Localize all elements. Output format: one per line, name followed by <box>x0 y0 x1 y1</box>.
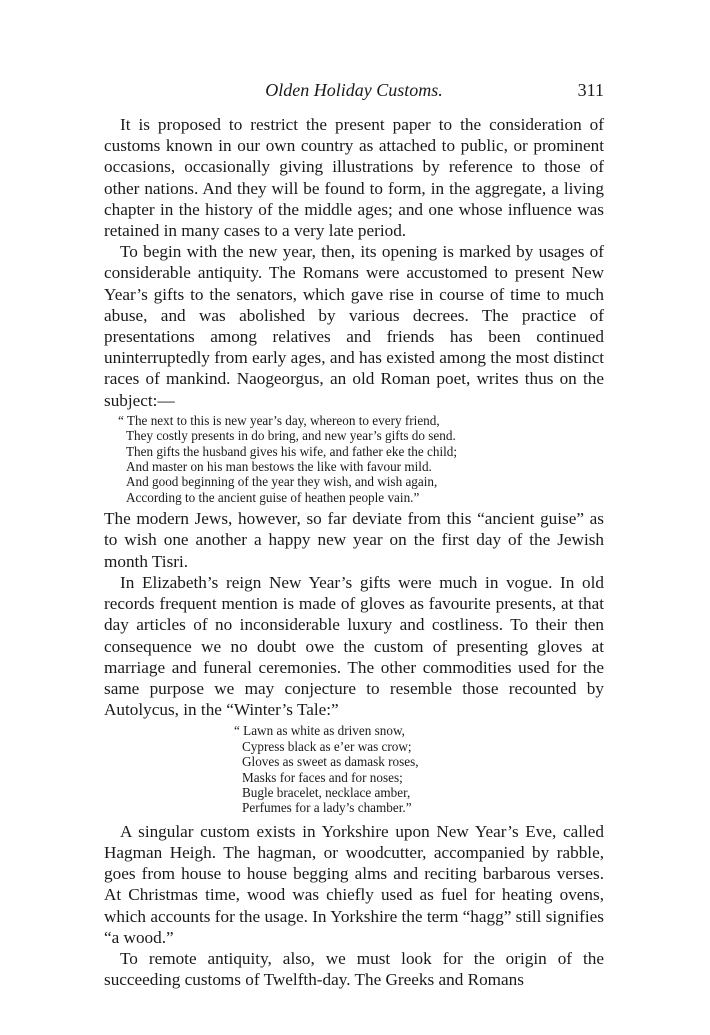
running-head <box>104 80 604 104</box>
verse-line: And master on his man bestows the like with favour mild. <box>126 459 432 475</box>
paragraph-twelfth-day: To remote antiquity, also, we must look for the origin of the succeeding customs of Twelfth-day. The Greeks and Romans <box>104 948 604 990</box>
paragraph-new-year: To begin with the new year, then, its opening is marked by usages of considerable antiquity. The Romans were accustomed to present New Year’s gifts to the senators, which gave rise in course of time to much abuse, and was abolished by various decrees. The practice of presentations among relatives and friends has been continued uninterruptedly from early ages, and has existed among the most distinct races of mankind. Naogeorgus, an old Roman poet, writes thus on the subject:— <box>104 242 604 410</box>
verse-line: Perfumes for a lady’s chamber.” <box>242 800 412 816</box>
verse-line: Gloves as sweet as damask roses, <box>242 754 419 770</box>
paragraph-intro: It is proposed to restrict the present paper to the consideration of customs known in our own country as attached to public, or prominent occasions, occasionally giving illustrations by reference to those of other nations. And they will be found to form, in the aggregate, a living chapter in the history of the middle ages; and one whose influence was retained in many cases to a very late period. <box>104 115 604 241</box>
verse-line: Cypress black as e’er was crow; <box>242 738 412 754</box>
body-text <box>104 114 604 990</box>
running-title: Olden Holiday Customs. <box>265 80 443 100</box>
verse-line: Bugle bracelet, necklace amber, <box>242 784 411 800</box>
page-number: 311 <box>577 80 604 100</box>
verse-line: According to the ancient guise of heathen people vain.” <box>126 489 420 505</box>
verse-quote-naogeorgus <box>118 413 604 505</box>
verse-quote-winters-tale <box>234 723 604 815</box>
paragraph-elizabeth: In Elizabeth’s reign New Year’s gifts were much in vogue. In old records frequent mention is made of gloves as favourite presents, at that day articles of no inconsiderable luxury and costliness. To their then consequence we no doubt owe the custom of presenting gloves at marriage and funeral ceremonies. The other commodities used for the same purpose we may conjecture to resemble those recounted by Autolycus, in the “Winter’s Tale:” <box>104 572 604 720</box>
paragraph-hagman-heigh: A singular custom exists in Yorkshire upon New Year’s Eve, called Hagman Heigh. The hagman, or woodcutter, accompanied by rabble, goes from house to house begging alms and reciting barbarous verses. At Christmas time, wood was chiefly used as fuel for heating ovens, which accounts for the usage. In Yorkshire the term “hagg” still signifies “a wood.” <box>104 821 604 947</box>
verse-line: “ The next to this is new year’s day, whereon to every friend, <box>118 412 440 428</box>
verse-line: “ Lawn as white as driven snow, <box>234 723 405 739</box>
verse-line: Masks for faces and for noses; <box>242 769 403 785</box>
paragraph-jews: The modern Jews, however, so far deviate from this “ancient guise” as to wish one another a happy new year on the first day of the Jewish month Tisri. <box>104 509 604 571</box>
verse-line: Then gifts the husband gives his wife, and father eke the child; <box>126 443 458 459</box>
verse-line: And good beginning of the year they wish, and wish again, <box>126 474 438 490</box>
verse-line: They costly presents in do bring, and new year’s gifts do send. <box>126 428 456 444</box>
